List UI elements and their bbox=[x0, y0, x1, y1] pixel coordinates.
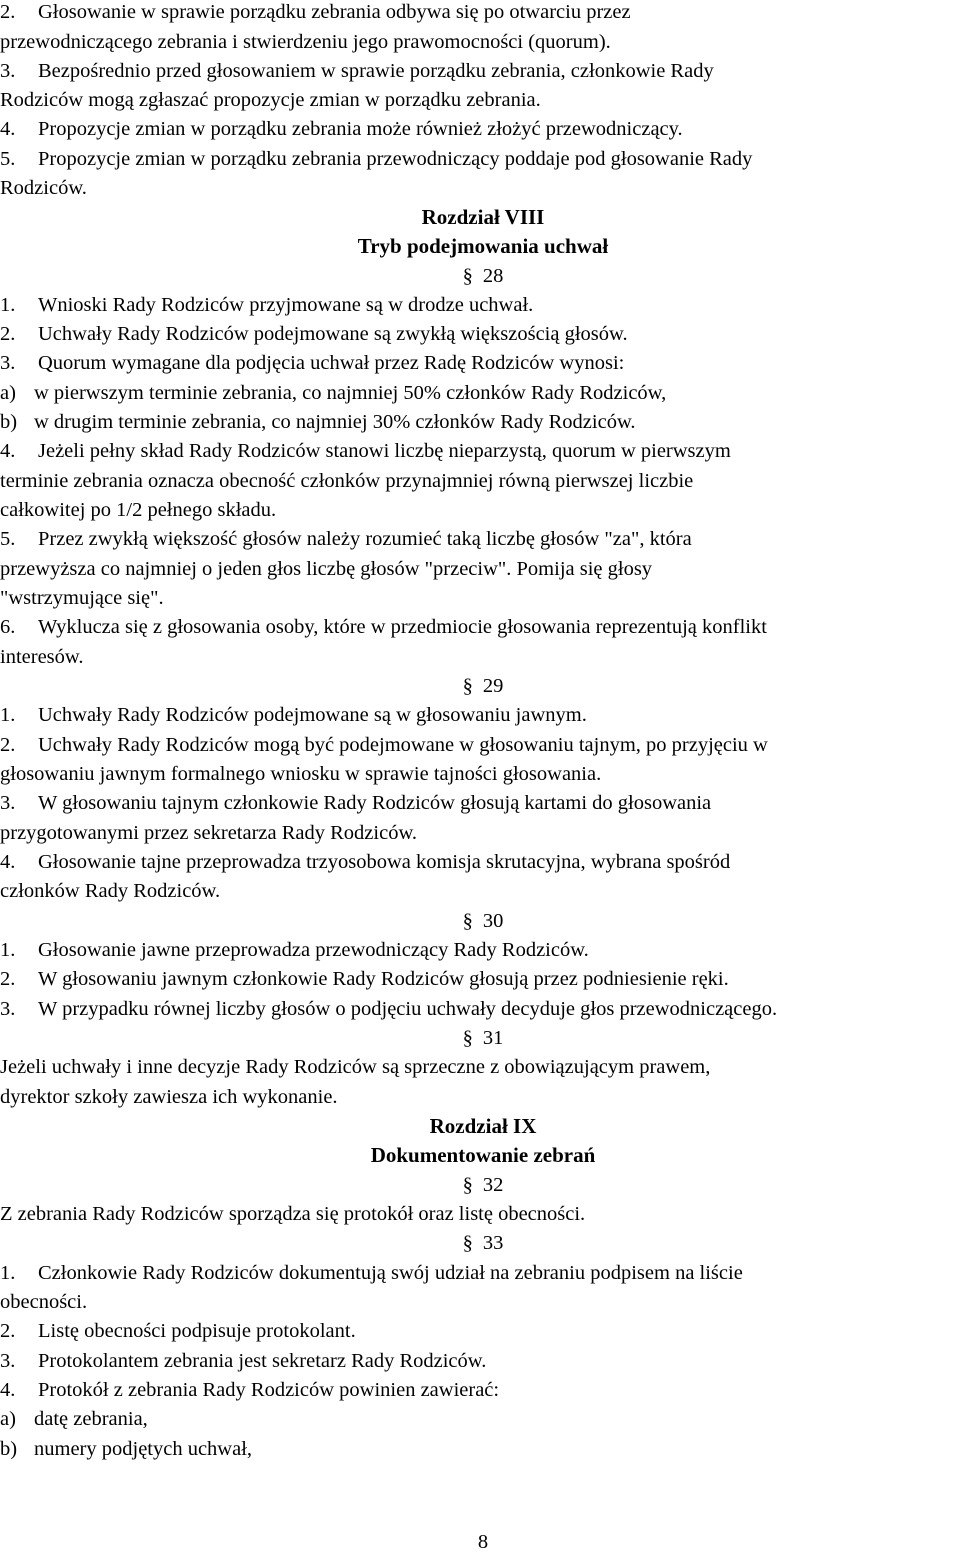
text-line bbox=[0, 733, 768, 757]
text-line: przewodniczącego zebrania i stwierdzeniu jego prawomocności (quorum). bbox=[0, 31, 611, 53]
text-line: dyrektor szkoły zawiesza ich wykonanie. bbox=[0, 1086, 338, 1108]
item-letter: b) bbox=[0, 1438, 18, 1460]
item-number: 1. bbox=[0, 1262, 16, 1284]
text-line: członków Rady Rodziców. bbox=[0, 880, 221, 902]
text-line: przewyższa co najmniej o jeden głos liczbę głosów "przeciw". Pomija się głosy bbox=[0, 558, 653, 580]
text-line bbox=[0, 410, 636, 434]
item-number: 1. bbox=[0, 294, 16, 316]
page-number: 8 bbox=[477, 1531, 489, 1553]
item-text: Uchwały Rady Rodziców mogą być podejmowane w głosowaniu tajnym, po przyjęciu w bbox=[38, 734, 768, 756]
item-text: Jeżeli pełny skład Rady Rodziców stanowi liczbę nieparzystą, quorum w pierwszym bbox=[38, 440, 731, 462]
item-number: 1. bbox=[0, 939, 16, 961]
item-number: 4. bbox=[0, 1379, 16, 1401]
item-text: Głosowanie jawne przeprowadza przewodniczący Rady Rodziców. bbox=[38, 939, 589, 961]
text-line bbox=[0, 293, 533, 317]
text-line bbox=[0, 527, 692, 551]
item-text: numery podjętych uchwał, bbox=[34, 1438, 253, 1460]
paragraph-heading bbox=[0, 1173, 960, 1197]
text-line: interesów. bbox=[0, 646, 84, 668]
text-line bbox=[0, 351, 624, 375]
item-text: W przypadku równej liczby głosów o podjęciu uchwały decyduje głos przewodniczącego. bbox=[38, 998, 778, 1020]
paragraph-heading bbox=[0, 674, 960, 698]
item-number: 4. bbox=[0, 118, 16, 140]
text-line: Jeżeli uchwały i inne decyzje Rady Rodziców są sprzeczne z obowiązującym prawem, bbox=[0, 1056, 711, 1078]
item-text: Uchwały Rady Rodziców podejmowane są w głosowaniu jawnym. bbox=[38, 704, 587, 726]
item-number: 2. bbox=[0, 1320, 16, 1342]
item-text: Wnioski Rady Rodziców przyjmowane są w drodze uchwał. bbox=[38, 294, 534, 316]
item-text: Protokolantem zebrania jest sekretarz Rady Rodziców. bbox=[38, 1350, 487, 1372]
item-text: Głosowanie tajne przeprowadza trzyosobowa komisja skrutacyjna, wybrana spośród bbox=[38, 851, 731, 873]
text-line: "wstrzymujące się". bbox=[0, 587, 164, 609]
text-line bbox=[0, 1437, 252, 1461]
paragraph-number: 29 bbox=[482, 675, 504, 697]
item-letter: b) bbox=[0, 411, 18, 433]
text-line bbox=[0, 439, 731, 463]
item-text: Propozycje zmian w porządku zebrania przewodniczący poddaje pod głosowanie Rady bbox=[38, 148, 753, 170]
chapter-heading: Rozdział VIII bbox=[421, 205, 545, 229]
text-line bbox=[0, 322, 628, 346]
item-text: Głosowanie w sprawie porządku zebrania odbywa się po otwarciu przez bbox=[38, 1, 631, 23]
text-line: głosowaniu jawnym formalnego wniosku w sprawie tajności głosowania. bbox=[0, 763, 602, 785]
text-line bbox=[0, 1319, 356, 1343]
item-number: 4. bbox=[0, 851, 16, 873]
item-text: w drugim terminie zebrania, co najmniej 30% członków Rady Rodziców. bbox=[34, 411, 636, 433]
chapter-title: Tryb podejmowania uchwał bbox=[357, 234, 609, 258]
item-number: 2. bbox=[0, 1, 16, 23]
paragraph-number: 30 bbox=[482, 910, 504, 932]
paragraph-number: 32 bbox=[482, 1174, 504, 1196]
text-line: Z zebrania Rady Rodziców sporządza się protokół oraz listę obecności. bbox=[0, 1203, 586, 1225]
item-text: W głosowaniu jawnym członkowie Rady Rodziców głosują przez podniesienie ręki. bbox=[38, 968, 729, 990]
paragraph-number: 31 bbox=[482, 1027, 504, 1049]
paragraph-heading bbox=[0, 1026, 960, 1050]
paragraph-heading bbox=[0, 909, 960, 933]
text-line bbox=[0, 615, 767, 639]
item-text: W głosowaniu tajnym członkowie Rady Rodziców głosują kartami do głosowania bbox=[38, 792, 712, 814]
item-text: Listę obecności podpisuje protokolant. bbox=[38, 1320, 356, 1342]
item-number: 3. bbox=[0, 998, 16, 1020]
section-sign: § bbox=[462, 1232, 473, 1254]
chapter-heading: Rozdział IX bbox=[429, 1114, 537, 1138]
item-text: Przez zwykłą większość głosów należy rozumieć taką liczbę głosów "za", która bbox=[38, 528, 692, 550]
item-number: 6. bbox=[0, 616, 16, 638]
text-line bbox=[0, 997, 777, 1021]
paragraph-heading bbox=[0, 264, 960, 288]
text-line bbox=[0, 791, 711, 815]
item-number: 1. bbox=[0, 704, 16, 726]
text-line: obecności. bbox=[0, 1291, 88, 1313]
text-line: przygotowanymi przez sekretarza Rady Rodziców. bbox=[0, 822, 418, 844]
section-sign: § bbox=[462, 675, 473, 697]
text-line: terminie zebrania oznacza obecność członków przynajmniej równą pierwszej liczbie bbox=[0, 470, 694, 492]
text-line bbox=[0, 850, 730, 874]
text-line: całkowitej po 1/2 pełnego składu. bbox=[0, 499, 277, 521]
text-line bbox=[0, 1261, 743, 1285]
item-number: 5. bbox=[0, 528, 16, 550]
text-line bbox=[0, 0, 631, 24]
text-line bbox=[0, 381, 666, 405]
paragraph-number: 28 bbox=[482, 265, 504, 287]
text-line: Rodziców. bbox=[0, 177, 87, 199]
item-number: 4. bbox=[0, 440, 16, 462]
item-text: Bezpośrednio przed głosowaniem w sprawie porządku zebrania, członkowie Rady bbox=[38, 60, 714, 82]
item-letter: a) bbox=[0, 1408, 16, 1430]
section-sign: § bbox=[462, 910, 473, 932]
item-number: 3. bbox=[0, 352, 16, 374]
item-text: Członkowie Rady Rodziców dokumentują swój udział na zebraniu podpisem na liście bbox=[38, 1262, 743, 1284]
item-text: Wyklucza się z głosowania osoby, które w przedmiocie głosowania reprezentują konflikt bbox=[38, 616, 767, 638]
item-text: Propozycje zmian w porządku zebrania może również złożyć przewodniczący. bbox=[38, 118, 683, 140]
item-text: Quorum wymagane dla podjęcia uchwał przez Radę Rodziców wynosi: bbox=[38, 352, 625, 374]
item-number: 2. bbox=[0, 323, 16, 345]
text-line: Rodziców mogą zgłaszać propozycje zmian w porządku zebrania. bbox=[0, 89, 541, 111]
text-line bbox=[0, 117, 683, 141]
text-line bbox=[0, 967, 729, 991]
section-sign: § bbox=[462, 265, 473, 287]
item-text: w pierwszym terminie zebrania, co najmniej 50% członków Rady Rodziców, bbox=[34, 382, 667, 404]
section-sign: § bbox=[462, 1027, 473, 1049]
item-number: 3. bbox=[0, 1350, 16, 1372]
chapter-title: Dokumentowanie zebrań bbox=[370, 1143, 596, 1167]
item-number: 3. bbox=[0, 60, 16, 82]
text-line bbox=[0, 703, 587, 727]
item-number: 2. bbox=[0, 734, 16, 756]
paragraph-heading bbox=[0, 1231, 960, 1255]
text-line bbox=[0, 1378, 499, 1402]
item-number: 3. bbox=[0, 792, 16, 814]
item-number: 5. bbox=[0, 148, 16, 170]
text-line bbox=[0, 938, 589, 962]
text-line bbox=[0, 147, 752, 171]
item-number: 2. bbox=[0, 968, 16, 990]
text-line bbox=[0, 1349, 486, 1373]
item-text: datę zebrania, bbox=[34, 1408, 148, 1430]
item-letter: a) bbox=[0, 382, 16, 404]
paragraph-number: 33 bbox=[482, 1232, 504, 1254]
item-text: Uchwały Rady Rodziców podejmowane są zwykłą większością głosów. bbox=[38, 323, 628, 345]
text-line bbox=[0, 59, 714, 83]
item-text: Protokół z zebrania Rady Rodziców powinien zawierać: bbox=[38, 1379, 500, 1401]
text-line bbox=[0, 1407, 148, 1431]
section-sign: § bbox=[462, 1174, 473, 1196]
